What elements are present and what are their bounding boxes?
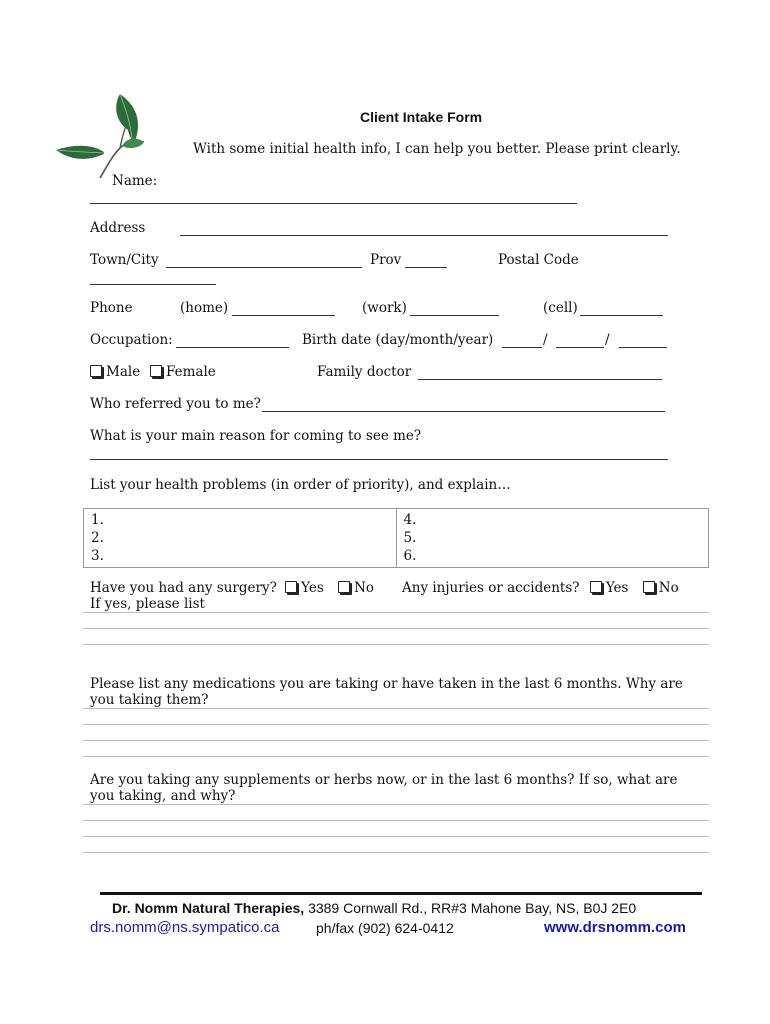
medications-question-line1: Please list any medications you are taking or have taken in the last 6 months. Why are (90, 676, 683, 692)
reason-field[interactable] (90, 459, 668, 460)
email-link[interactable]: drs.nomm@ns.sympatico.ca (90, 919, 280, 936)
birth-day-field[interactable] (502, 347, 542, 348)
health-problems-table (83, 508, 709, 568)
supplements-line-4[interactable] (83, 852, 709, 853)
work-label: (work) (362, 300, 407, 316)
cell-label: (cell) (543, 300, 578, 316)
supplements-question-line2: you taking, and why? (90, 788, 236, 804)
phone-label: Phone (90, 300, 133, 316)
male-checkbox[interactable] (90, 365, 102, 377)
town-field[interactable] (166, 267, 362, 268)
female-checkbox[interactable] (150, 365, 162, 377)
medications-line-1[interactable] (83, 708, 709, 709)
occupation-field[interactable] (176, 347, 289, 348)
address-label: Address (90, 220, 146, 236)
surgery-list-label: If yes, please list (90, 596, 205, 612)
page-title: Client Intake Form (360, 109, 483, 125)
supplements-question-line1: Are you taking any supplements or herbs now, or in the last 6 months? If so, what are (90, 772, 678, 788)
health-item-1: 1. (91, 512, 104, 528)
surgery-question: Have you had any surgery? Yes No (90, 580, 375, 596)
page-subtitle: With some initial health info, I can help you better. Please print clearly. (193, 141, 681, 157)
surgery-no-checkbox[interactable] (338, 581, 350, 593)
injuries-no-checkbox[interactable] (643, 581, 655, 593)
business-address: 3389 Cornwall Rd., RR#3 Mahone Bay, NS, B0J 2E0 (308, 900, 637, 916)
medications-question-line2: you taking them? (90, 692, 209, 708)
health-item-2: 2. (91, 530, 104, 546)
cell-phone-field[interactable] (580, 315, 663, 316)
footer-divider (100, 892, 702, 895)
male-option[interactable]: Male (90, 364, 140, 380)
name-label: Name: (112, 173, 158, 189)
birth-label: Birth date (day/month/year) (302, 332, 494, 348)
town-label: Town/City (90, 252, 159, 268)
home-label: (home) (180, 300, 229, 316)
doctor-field[interactable] (418, 379, 662, 380)
business-name: Dr. Nomm Natural Therapies, (112, 900, 305, 916)
health-right-column[interactable] (396, 509, 709, 568)
leaf-logo-icon (52, 90, 162, 185)
occupation-label: Occupation: (90, 332, 173, 348)
health-item-4: 4. (403, 512, 417, 528)
injuries-yes-checkbox[interactable] (590, 581, 602, 593)
injuries-question: Any injuries or accidents? Yes No (402, 580, 679, 596)
surgery-line-3[interactable] (83, 644, 709, 645)
birth-month-field[interactable] (556, 347, 604, 348)
work-phone-field[interactable] (410, 315, 499, 316)
referred-label: Who referred you to me? (90, 396, 261, 412)
medications-line-4[interactable] (83, 756, 709, 757)
referred-field[interactable] (262, 411, 665, 412)
postal-label: Postal Code (498, 252, 579, 268)
supplements-line-1[interactable] (83, 804, 709, 805)
surgery-line-2[interactable] (83, 628, 709, 629)
postal-field[interactable] (90, 284, 216, 285)
doctor-label: Family doctor (317, 364, 412, 380)
birth-separator-2: / (605, 332, 610, 348)
prov-field[interactable] (405, 267, 447, 268)
prov-label: Prov (370, 252, 402, 268)
phone-fax: ph/fax (902) 624-0412 (316, 920, 454, 936)
birth-separator-1: / (543, 332, 548, 348)
surgery-line-1[interactable] (83, 612, 709, 613)
website-link[interactable]: www.drsnomm.com (544, 919, 686, 936)
medications-line-2[interactable] (83, 724, 709, 725)
home-phone-field[interactable] (232, 315, 335, 316)
supplements-line-2[interactable] (83, 820, 709, 821)
footer-address-line (112, 900, 636, 916)
name-field[interactable] (90, 203, 577, 204)
supplements-line-3[interactable] (83, 836, 709, 837)
health-prompt: List your health problems (in order of priority), and explain… (90, 477, 511, 493)
female-option[interactable]: Female (150, 364, 216, 380)
address-field[interactable] (180, 235, 668, 236)
health-left-column[interactable] (84, 509, 397, 568)
health-item-5: 5. (403, 530, 417, 546)
health-item-3: 3. (91, 548, 104, 564)
health-item-6: 6. (403, 548, 417, 564)
medications-line-3[interactable] (83, 740, 709, 741)
reason-label: What is your main reason for coming to see me? (90, 428, 422, 444)
surgery-yes-checkbox[interactable] (285, 581, 297, 593)
birth-year-field[interactable] (619, 347, 667, 348)
